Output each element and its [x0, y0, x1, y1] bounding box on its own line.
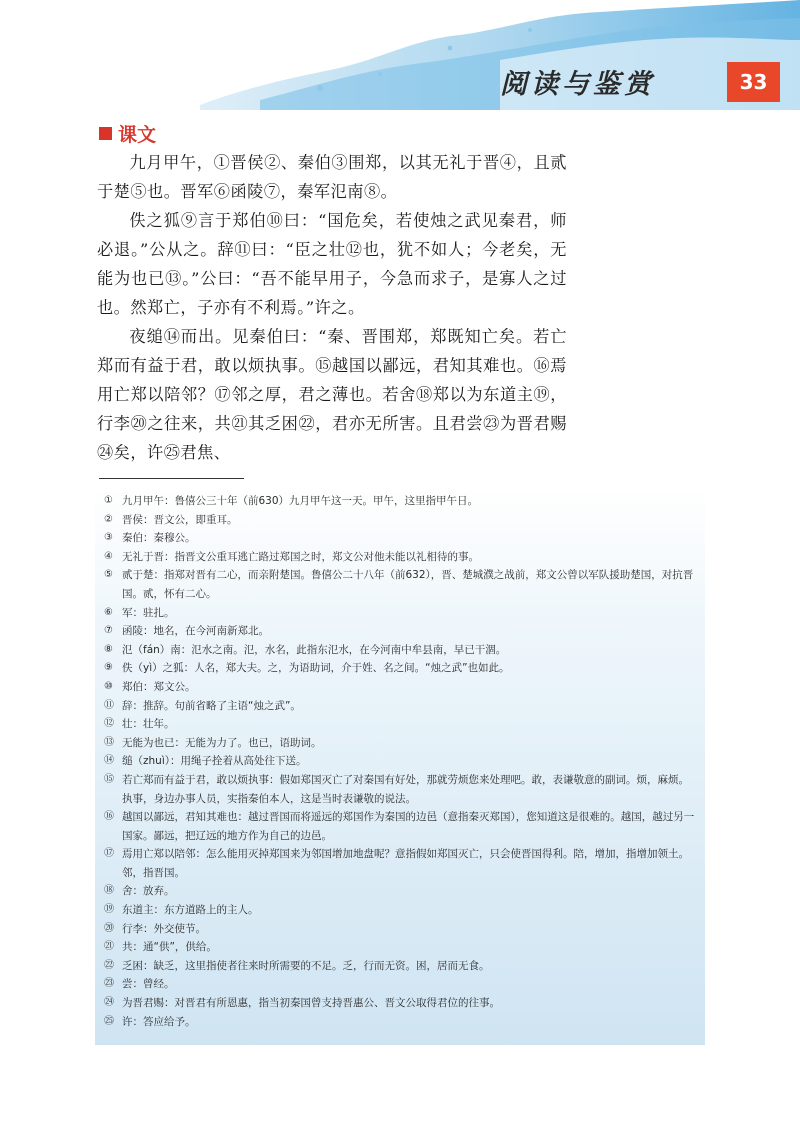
note-text: 尝：曾经。: [122, 978, 175, 991]
note-number: ㉑: [104, 941, 114, 953]
note-text: 九月甲午：鲁僖公三十年（前630）九月甲午这一天。甲午，这里指甲午日。: [122, 495, 479, 507]
note-item: [104, 548, 696, 567]
note-number: ⑭: [104, 755, 114, 767]
note-number: ⑫: [104, 718, 114, 730]
section-heading: [99, 121, 156, 145]
note-number: ⑧: [104, 643, 113, 655]
note-item: [104, 697, 696, 716]
note-number: ⑪: [104, 699, 114, 711]
note-text: 乏困：缺乏，这里指使者往来时所需要的不足。乏，行而无资。困，居而无食。: [122, 959, 490, 972]
note-text: 佚（yì）之狐：人名，郑大夫。之，为语助词，介于姓、名之间。“烛之武”也如此。: [122, 662, 510, 675]
note-text: 若亡郑而有益于君，敢以烦执事：假如郑国灭亡了对秦国有好处，那就劳烦您来处理吧。敢，表谦敬意的副词。烦，麻烦。执事，身边办事人员，实指秦伯本人，这是当时表谦敬的说法。: [122, 773, 689, 805]
note-number: ①: [104, 495, 113, 506]
note-text: 舍：放弃。: [122, 885, 175, 898]
note-text: 缒（zhuì）：用绳子拴着从高处往下送。: [122, 755, 307, 768]
note-item: [104, 1013, 696, 1032]
note-text: 无礼于晋：指晋文公重耳逃亡路过郑国之时，郑文公对他未能以礼相待的事。: [122, 550, 479, 563]
paragraph: 夜缒⑭而出。见秦伯曰：“秦、晋围郑，郑既知亡矣。若亡郑而有益于君，敢以烦执事。⑮越国以鄙远，君知其难也。⑯焉用亡郑以陪邻？⑰邻之厚，君之薄也。若舍⑱郑以为东道主⑲，行李⑳之往来，共㉑其乏困㉒，君亦无所害。且君尝㉓为晋君赐㉔矣，许㉕君焦、: [97, 327, 567, 462]
note-number: ②: [104, 513, 113, 525]
note-number: ⑳: [104, 922, 114, 934]
note-item: [104, 771, 696, 808]
note-number: ⑬: [104, 736, 114, 748]
note-number: ⑱: [104, 885, 114, 897]
page-number: 33: [727, 62, 780, 102]
note-item: [104, 752, 696, 771]
note-number: ㉔: [104, 997, 114, 1009]
note-item: [104, 715, 696, 734]
note-text: 军：驻扎。: [122, 606, 175, 619]
note-item: [104, 975, 696, 994]
note-number: ㉓: [104, 978, 114, 990]
note-item: [104, 957, 696, 976]
note-text: 辞：推辞。句前省略了主语“烛之武”。: [122, 699, 301, 712]
note-item: [104, 920, 696, 939]
header-title: 阅读与鉴赏: [500, 69, 655, 100]
note-text: 无能为也已：无能为力了。也已，语助词。: [122, 736, 322, 749]
note-text: 越国以鄙远，君知其难也：越过晋国而将遥远的郑国作为秦国的边邑（意指秦灭郑国），您知道这是很难的。越国，越过另一国家。鄙远，把辽远的地方作为自己的边邑。: [122, 811, 695, 842]
section-title: 课文: [118, 123, 157, 146]
note-text: 函陵：地名，在今河南新郑北。: [122, 625, 269, 638]
note-text: 贰于楚：指郑对晋有二心，而亲附楚国。鲁僖公二十八年（前632），晋、楚城濮之战前，郑文公曾以军队援助楚国，对抗晋国。贰，怀有二心。: [122, 569, 694, 600]
paragraph: 佚之狐⑨言于郑伯⑩曰：“国危矣，若使烛之武见秦君，师必退。”公从之。辞⑪曰：“臣之壮⑫也，犹不如人；今老矣，无能为也已⑬。”公曰：“吾不能早用子，今急而求子，是寡人之过也。然郑亡，子亦有不利焉。”许之。: [97, 211, 567, 317]
note-text: 许：答应给予。: [122, 1015, 196, 1028]
note-text: 氾（fán）南：氾水之南。氾，水名，此指东氾水，在今河南中牟县南，早已干涸。: [122, 643, 507, 656]
note-number: ⑯: [104, 811, 114, 823]
note-number: ④: [104, 550, 113, 562]
note-item: [104, 492, 696, 511]
note-text: 秦伯：秦穆公。: [122, 532, 196, 545]
note-number: ⑥: [104, 606, 113, 618]
footnote-divider: [99, 478, 244, 479]
note-text: 行李：外交使节。: [122, 922, 206, 935]
note-item: [104, 641, 696, 660]
main-text: [97, 148, 567, 467]
note-item: [104, 622, 696, 641]
notes-list: [104, 492, 696, 1031]
note-item: [104, 901, 696, 920]
note-number: ③: [104, 532, 113, 544]
note-number: ⑰: [104, 848, 114, 860]
note-item: [104, 734, 696, 753]
note-text: 晋侯：晋文公，即重耳。: [122, 513, 238, 526]
section-marker-icon: [99, 127, 112, 140]
note-text: 为晋君赐：对晋君有所恩惠，指当初秦国曾支持晋惠公、晋文公取得君位的往事。: [122, 997, 500, 1010]
note-text: 共：通“供”，供给。: [122, 941, 217, 954]
note-number: ⑦: [104, 625, 113, 637]
note-number: ⑤: [104, 569, 113, 581]
note-item: [104, 566, 696, 603]
note-item: [104, 882, 696, 901]
note-item: [104, 604, 696, 623]
note-item: [104, 994, 696, 1013]
note-text: 东道主：东方道路上的主人。: [122, 904, 259, 917]
note-text: 焉用亡郑以陪邻：怎么能用灭掉郑国来为邻国增加地盘呢？意指假如郑国灭亡，只会使晋国得利。陪，增加，指增加领土。邻，指晋国。: [122, 848, 689, 879]
note-item: [104, 678, 696, 697]
note-item: [104, 938, 696, 957]
note-item: [104, 659, 696, 678]
note-number: ⑮: [104, 773, 114, 785]
note-item: [104, 808, 696, 845]
note-text: 郑伯：郑文公。: [122, 680, 196, 693]
note-item: [104, 845, 696, 882]
paragraph: 九月甲午，①晋侯②、秦伯③围郑，以其无礼于晋④，且贰于楚⑤也。晋军⑥函陵⑦，秦军氾南⑧。: [97, 153, 567, 201]
note-number: ⑲: [104, 904, 114, 916]
note-number: ㉒: [104, 959, 114, 971]
note-item: [104, 511, 696, 530]
note-text: 壮：壮年。: [122, 718, 175, 731]
note-number: ⑨: [104, 662, 113, 674]
note-number: ㉕: [104, 1015, 114, 1027]
note-number: ⑩: [104, 680, 113, 692]
note-item: [104, 529, 696, 548]
